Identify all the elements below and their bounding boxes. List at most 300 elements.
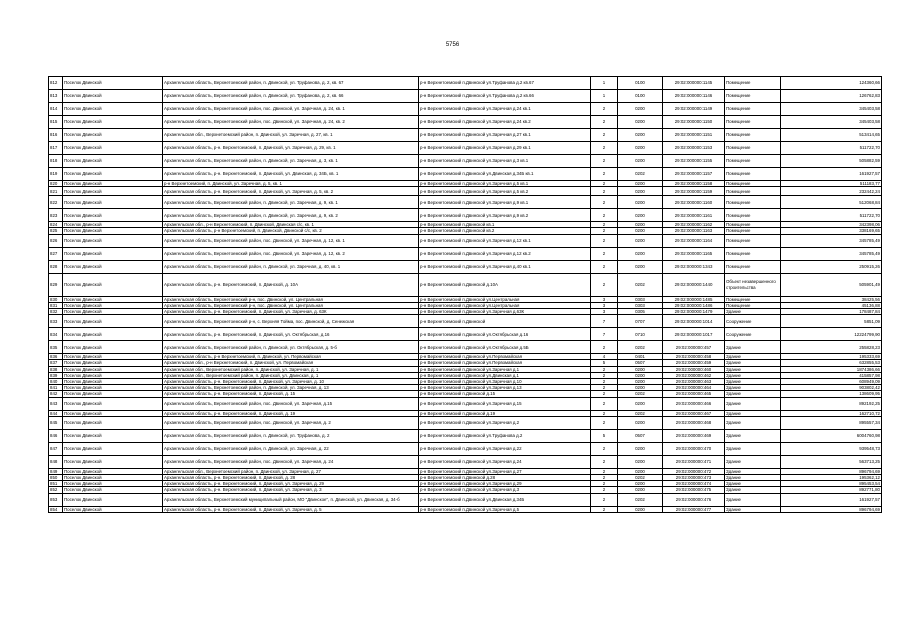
cell-object-type: Помещение (725, 234, 781, 247)
cell-row-number: 830 (49, 296, 63, 302)
cell-subgroup-code: 0200 (618, 442, 663, 455)
cell-cadastral-number: 29:02:000000:1014 (663, 315, 725, 328)
cell-full-address: Архангельская область, р-н. Верхнетоемский, п. Двинской, ул. Заречная, д. 29 (163, 481, 419, 487)
cell-cadastral-value: 5851,09 (781, 315, 882, 328)
cell-full-address: Архангельская область, р-н Верхнетоемский, п. Двинской, ул. Первомайская (163, 354, 419, 360)
cell-cadastral-number: 29:02:000000:1165 (663, 247, 725, 260)
cell-object-type: Здание (725, 506, 781, 512)
cell-locality: Поселок Двинской (63, 296, 163, 302)
cell-object-type: Здание (725, 354, 781, 360)
cell-object-type: Помещение (725, 155, 781, 168)
cell-cadastral-value: 250915,26 (781, 260, 882, 273)
cell-cadastral-number: 29:02:000000:468 (663, 416, 725, 429)
cell-object-type: Помещение (725, 129, 781, 142)
cell-locality: Поселок Двинской (63, 354, 163, 360)
cell-group-code: 2 (591, 481, 618, 487)
cell-locality: Поселок Двинской (63, 385, 163, 391)
cell-locality: Поселок Двинской (63, 391, 163, 397)
cell-short-address: р-н Верхнетоемский п.Двинской ул.Заречная д.1 (419, 366, 591, 372)
cell-cadastral-number: 29:02:000000:1155 (663, 155, 725, 168)
cell-short-address: р-н Верхнетоемский п.Двинской ул.Труфанова д.2 кв.67 (419, 77, 591, 90)
cell-locality: Поселок Двинской (63, 187, 163, 196)
cell-cadastral-number: 29:02:000000:1479 (663, 309, 725, 315)
cell-row-number: 831 (49, 302, 63, 308)
cell-row-number: 819 (49, 168, 63, 181)
cell-object-type: Здание (725, 455, 781, 468)
cell-cadastral-number: 29:02:000000:1162 (663, 222, 725, 228)
cell-locality: Поселок Двинской (63, 142, 163, 155)
cell-row-number: 844 (49, 410, 63, 416)
cell-locality: Поселок Двинской (63, 209, 163, 222)
cell-subgroup-code: 0200 (618, 372, 663, 378)
table-row (49, 155, 882, 168)
cell-cadastral-value: 161927,57 (781, 168, 882, 181)
cell-object-type: Здание (725, 397, 781, 410)
cell-cadastral-value: 895453,54 (781, 481, 882, 487)
cell-object-type: Здание (725, 360, 781, 366)
cell-cadastral-value: 161927,57 (781, 493, 882, 506)
cell-object-type: Здание (725, 442, 781, 455)
cell-row-number: 834 (49, 328, 63, 341)
cell-group-code: 2 (591, 142, 618, 155)
cell-subgroup-code: 0200 (618, 481, 663, 487)
cell-short-address: р-н Верхнетоемский п.Двинской ул.Заречная д.12 кв.1 (419, 234, 591, 247)
cell-short-address: р-н Верхнетоемский п.Двинской ул.Заречная д.2 (419, 416, 591, 429)
cell-cadastral-number: 29:02:000000:477 (663, 506, 725, 512)
cell-short-address: р-н Верхнетоемский п.Двинской ул.Заречная д.5 кв.1 (419, 181, 591, 187)
cell-locality: Поселок Двинской (63, 129, 163, 142)
cell-object-type: Здание (725, 475, 781, 481)
cell-subgroup-code: 0200 (618, 187, 663, 196)
cell-cadastral-number: 29:02:000000:462 (663, 372, 725, 378)
cell-cadastral-number: 29:02:000000:463 (663, 379, 725, 385)
cell-locality: Поселок Двинской (63, 429, 163, 442)
cell-group-code: 2 (591, 155, 618, 168)
cell-locality: Поселок Двинской (63, 493, 163, 506)
cell-object-type: Помещение (725, 77, 781, 90)
cell-cadastral-number: 29:02:000000:475 (663, 487, 725, 493)
table-row (49, 493, 882, 506)
cell-short-address: р-н Верхнетоемский п.Двинской кв.1 (419, 222, 591, 228)
cell-object-type: Помещение (725, 181, 781, 187)
cell-row-number: 824 (49, 222, 63, 228)
cell-subgroup-code: 0202 (618, 273, 663, 296)
table-row (49, 416, 882, 429)
cell-locality: Поселок Двинской (63, 90, 163, 103)
cell-subgroup-code: 0707 (618, 315, 663, 328)
cell-object-type: Здание (725, 309, 781, 315)
cell-row-number: 841 (49, 385, 63, 391)
cell-row-number: 832 (49, 309, 63, 315)
cell-object-type: Здание (725, 493, 781, 506)
cell-group-code: 2 (591, 103, 618, 116)
cell-locality: Поселок Двинской (63, 228, 163, 234)
cell-full-address: Архангельская область, Верхнетоемский район, п. Двинской, ул. Заречная, д. 40, кв. 1 (163, 260, 419, 273)
cell-row-number: 850 (49, 475, 63, 481)
cell-row-number: 817 (49, 142, 63, 155)
cell-short-address: р-н Верхнетоемский п.Двинской ул.Заречная д.9 кв.1 (419, 196, 591, 209)
cell-short-address: р-н Верхнетоемский п.Двинской ул.Заречная д.5 (419, 506, 591, 512)
cell-row-number: 843 (49, 397, 63, 410)
cell-full-address: Архангельская обл., Верхнетоемский район, п. Двинской, ул. Двинская, д. 1 (163, 372, 419, 378)
cell-subgroup-code: 0200 (618, 247, 663, 260)
cell-locality: Поселок Двинской (63, 506, 163, 512)
property-registry-table (48, 76, 882, 513)
cell-row-number: 838 (49, 366, 63, 372)
cell-cadastral-number: 29:02:000000:1164 (663, 234, 725, 247)
cell-cadastral-number: 29:02:000000:457 (663, 341, 725, 354)
cell-object-type: Сооружение (725, 328, 781, 341)
cell-subgroup-code: 0200 (618, 397, 663, 410)
cell-row-number: 848 (49, 455, 63, 468)
cell-object-type: Помещение (725, 228, 781, 234)
cell-full-address: Архангельская область, Верхнетоемский район, пос. Двинской, ул. Заречная, д. 2 (163, 416, 419, 429)
cell-row-number: 814 (49, 103, 63, 116)
table-row (49, 90, 882, 103)
cell-cadastral-value: 124360,66 (781, 77, 882, 90)
cell-full-address: Архангельская область, р-н. Верхнетоемский, п. Двинской, ул. Заречная, д. 10 (163, 379, 419, 385)
cell-short-address: р-н Верхнетоемский п.Двинской кв.2 (419, 228, 591, 234)
cell-cadastral-value: 38425,56 (781, 296, 882, 302)
cell-short-address: р-н Верхнетоемский п.Двинской ул.Заречная д.13 (419, 385, 591, 391)
cell-full-address: р-н Верхнетоемский, п. Двинской, ул. Заречная, д. 5, кв. 1 (163, 181, 419, 187)
cell-cadastral-number: 29:02:000000:1486 (663, 302, 725, 308)
cell-subgroup-code: 0200 (618, 506, 663, 512)
cell-group-code: 2 (591, 209, 618, 222)
cell-full-address: Архангельская область, Верхнетоемский р-н, пос. Двинской, ул. Центральная (163, 296, 419, 302)
cell-cadastral-value: 126762,83 (781, 90, 882, 103)
cell-object-type: Здание (725, 341, 781, 354)
cell-cadastral-value: 345403,58 (781, 103, 882, 116)
cell-short-address: р-н Верхнетоемский п.Двинской ул.Октябрьская д.16 (419, 328, 591, 341)
cell-full-address: Архангельская обл., р-н Верхнетоемский, п. Двинской, Двинская с/с, кв. 1 (163, 222, 419, 228)
cell-locality: Поселок Двинской (63, 116, 163, 129)
cell-row-number: 851 (49, 481, 63, 487)
cell-group-code: 7 (591, 315, 618, 328)
cell-locality: Поселок Двинской (63, 155, 163, 168)
cell-full-address: Архангельская область, Верхнетоемский муниципальный район, МО "Двинское", п. Двинской, ул. Двинская, д. 34-б (163, 493, 419, 506)
cell-object-type: Помещение (725, 187, 781, 196)
cell-short-address: р-н Верхнетоемский п.Двинской ул.Заречная д.5 кв.2 (419, 187, 591, 196)
cell-row-number: 836 (49, 354, 63, 360)
cell-short-address: р-н Верхнетоемский п.Двинской ул.Двинская д.34Б кв.1 (419, 168, 591, 181)
cell-object-type: Здание (725, 481, 781, 487)
cell-full-address: Архангельская область, р-н. Верхнетоемский, п. Двинской, ул. Заречная, д. 63К (163, 309, 419, 315)
cell-cadastral-number: 29:02:000000:1343 (663, 260, 725, 273)
cell-full-address: Архангельская область, Верхнетоемский район, п. Двинской, ул. Заречная, д. 22 (163, 442, 419, 455)
cell-locality: Поселок Двинской (63, 260, 163, 273)
cell-cadastral-number: 29:02:000000:473 (663, 475, 725, 481)
table-row (49, 328, 882, 341)
cell-cadastral-value: 338169,65 (781, 228, 882, 234)
cell-full-address: Архангельская обл., р-н Верхнетоемский, п. Двинской, ул. Первомайская (163, 360, 419, 366)
cell-object-type: Сооружение (725, 315, 781, 328)
cell-group-code: 5 (591, 360, 618, 366)
cell-subgroup-code: 0200 (618, 103, 663, 116)
cell-object-type: Здание (725, 391, 781, 397)
cell-object-type: Помещение (725, 168, 781, 181)
cell-cadastral-number: 29:02:000000:1149 (663, 103, 725, 116)
cell-cadastral-value: 512068,84 (781, 196, 882, 209)
cell-cadastral-value: 195333,69 (781, 354, 882, 360)
table-row (49, 116, 882, 129)
cell-row-number: 833 (49, 315, 63, 328)
cell-group-code: 2 (591, 341, 618, 354)
table-row (49, 429, 882, 442)
cell-full-address: Архангельская область, Верхнетоемский район, пос. Двинской, ул. Заречная, д. 24, кв. 2 (163, 116, 419, 129)
cell-object-type: Объект незавершенного строительства (725, 273, 781, 296)
cell-group-code: 7 (591, 328, 618, 341)
table-row (49, 196, 882, 209)
cell-short-address: р-н Верхнетоемский п.Двинской ул.Заречная д.24 кв.1 (419, 103, 591, 116)
cell-group-code: 2 (591, 372, 618, 378)
cell-group-code: 2 (591, 181, 618, 187)
table-row (49, 234, 882, 247)
cell-row-number: 825 (49, 228, 63, 234)
cell-group-code: 2 (591, 234, 618, 247)
cell-object-type: Помещение (725, 302, 781, 308)
table-row (49, 397, 882, 410)
cell-cadastral-number: 29:02:000000:465 (663, 391, 725, 397)
cell-subgroup-code: 0202 (618, 341, 663, 354)
cell-subgroup-code: 0303 (618, 302, 663, 308)
cell-subgroup-code: 0200 (618, 379, 663, 385)
cell-full-address: Архангельская область, р-н. Верхнетоемский, п. Двинской, ул. Заречная, д. 5 (163, 506, 419, 512)
cell-short-address: р-н Верхнетоемский п.Двинской ул.Заречная д.27 кв.1 (419, 129, 591, 142)
cell-group-code: 2 (591, 116, 618, 129)
table-row (49, 129, 882, 142)
cell-full-address: Архангельская область, Верхнетоемский район, пос. Двинской, ул. Заречная, д.15 (163, 397, 419, 410)
cell-cadastral-number: 29:02:000000:1150 (663, 116, 725, 129)
cell-cadastral-number: 29:02:000000:458 (663, 354, 725, 360)
cell-full-address: Архангельская область, р-н. Верхнетоемский, п. Двинской, д. 10А (163, 273, 419, 296)
cell-cadastral-number: 29:02:000000:1159 (663, 187, 725, 196)
cell-row-number: 818 (49, 155, 63, 168)
cell-locality: Поселок Двинской (63, 247, 163, 260)
cell-row-number: 826 (49, 234, 63, 247)
table-row (49, 187, 882, 196)
cell-locality: Поселок Двинской (63, 487, 163, 493)
cell-row-number: 854 (49, 506, 63, 512)
cell-full-address: Архангельская область, Верхнетоемский район, п. Двинской, ул. Труфанова, д. 2, кв. 66 (163, 90, 419, 103)
cell-locality: Поселок Двинской (63, 416, 163, 429)
cell-short-address: р-н Верхнетоемский п.Двинской д.28 (419, 475, 591, 481)
cell-row-number: 847 (49, 442, 63, 455)
cell-full-address: Архангельская область, Верхнетоемский район, п. Двинской, ул. Заречная, д. 9, кв. 2 (163, 209, 419, 222)
cell-cadastral-number: 29:02:000000:1017 (663, 328, 725, 341)
cell-cadastral-value: 195362,12 (781, 475, 882, 481)
cell-full-address: Архангельская обл., Верхнетоемский район, п. Двинской, ул. Заречная, д. 27 (163, 468, 419, 474)
cell-cadastral-value: 178487,84 (781, 309, 882, 315)
cell-cadastral-value: 511722,70 (781, 209, 882, 222)
cell-cadastral-value: 255828,23 (781, 341, 882, 354)
cell-full-address: Архангельская область, р-н. Верхнетоемский, п. Двинской, ул. Заречная, д. 29, кв. 1 (163, 142, 419, 155)
table-row (49, 506, 882, 512)
cell-short-address: р-н Верхнетоемский п.Двинской д.19 (419, 410, 591, 416)
table-row (49, 273, 882, 296)
cell-object-type: Помещение (725, 196, 781, 209)
cell-full-address: Архангельская область, Верхнетоемский район, пос. Двинской, ул. Заречная, д. 24, кв. 1 (163, 103, 419, 116)
cell-locality: Поселок Двинской (63, 410, 163, 416)
cell-cadastral-value: 45136,88 (781, 302, 882, 308)
cell-subgroup-code: 0200 (618, 155, 663, 168)
cell-subgroup-code: 0710 (618, 328, 663, 341)
cell-group-code: 2 (591, 247, 618, 260)
cell-cadastral-number: 29:02:000000:464 (663, 385, 725, 391)
page-number: 5756 (445, 42, 460, 48)
cell-cadastral-number: 29:02:000000:472 (663, 468, 725, 474)
cell-subgroup-code: 0200 (618, 455, 663, 468)
cell-group-code: 2 (591, 187, 618, 196)
table-row (49, 103, 882, 116)
cell-short-address: р-н Верхнетоемский п.Двинской ул.Первомайская (419, 354, 591, 360)
cell-row-number: 816 (49, 129, 63, 142)
cell-group-code: 2 (591, 493, 618, 506)
cell-locality: Поселок Двинской (63, 455, 163, 468)
cell-cadastral-value: 939548,73 (781, 442, 882, 455)
cell-short-address: р-н Верхнетоемский п.Двинской ул.Заречная д.29 кв.1 (419, 142, 591, 155)
cell-short-address: р-н Верхнетоемский п.Двинской ул.Заречная д.40 кв.1 (419, 260, 591, 273)
cell-cadastral-number: 29:02:000000:476 (663, 493, 725, 506)
cell-locality: Поселок Двинской (63, 222, 163, 228)
table-row (49, 455, 882, 468)
cell-row-number: 815 (49, 116, 63, 129)
cell-subgroup-code: 0200 (618, 487, 663, 493)
cell-object-type: Здание (725, 468, 781, 474)
cell-row-number: 846 (49, 429, 63, 442)
cell-full-address: Архангельская область, Верхнетоемский район, п. Двинской, ул. Октябрьская, д. 5-б (163, 341, 419, 354)
cell-full-address: Архангельская область, Верхнетоемский район, п. Двинской, ул. Труфанова, д. 2, кв. 67 (163, 77, 419, 90)
cell-cadastral-value: 232442,24 (781, 187, 882, 196)
cell-group-code: 2 (591, 273, 618, 296)
cell-subgroup-code: 0200 (618, 468, 663, 474)
table-row (49, 341, 882, 354)
table-row (49, 260, 882, 273)
cell-cadastral-number: 29:02:000000:1485 (663, 296, 725, 302)
cell-full-address: Архангельская область, Верхнетоемский район, пос. Двинской, ул. Заречная, д. 24 (163, 455, 419, 468)
cell-subgroup-code: 0100 (618, 90, 663, 103)
cell-full-address: Архангельская область, Верхнетоемский район, п. Двинской, ул. Заречная, д. 13 (163, 385, 419, 391)
cell-locality: Поселок Двинской (63, 481, 163, 487)
cell-cadastral-value: 345785,49 (781, 234, 882, 247)
cell-short-address: р-н Верхнетоемский п.Двинской ул.Заречная д.3 (419, 487, 591, 493)
cell-row-number: 835 (49, 341, 63, 354)
cell-row-number: 839 (49, 372, 63, 378)
cell-subgroup-code: 0200 (618, 260, 663, 273)
cell-short-address: р-н Верхнетоемский п.Двинской (419, 315, 591, 328)
cell-subgroup-code: 0100 (618, 77, 663, 90)
cell-full-address: Архангельская область, р-н. Верхнетоемский, п. Двинской, д. 28 (163, 475, 419, 481)
cell-object-type: Здание (725, 366, 781, 372)
cell-cadastral-number: 29:02:000000:469 (663, 429, 725, 442)
cell-subgroup-code: 0507 (618, 429, 663, 442)
cell-row-number: 837 (49, 360, 63, 366)
cell-locality: Поселок Двинской (63, 181, 163, 187)
cell-cadastral-number: 29:02:000000:470 (663, 442, 725, 455)
cell-subgroup-code: 0303 (618, 296, 663, 302)
cell-full-address: Архангельская область, Верхнетоемский район, пос. Двинской, ул. Заречная, д. 12, кв. 1 (163, 234, 419, 247)
cell-group-code: 2 (591, 397, 618, 410)
cell-subgroup-code: 0200 (618, 196, 663, 209)
cell-cadastral-number: 29:02:000000:1146 (663, 90, 725, 103)
cell-object-type: Помещение (725, 116, 781, 129)
cell-group-code: 2 (591, 468, 618, 474)
cell-cadastral-number: 29:02:000000:459 (663, 360, 725, 366)
cell-short-address: р-н Верхнетоемский п.Двинской ул.Октябрьская д.5Б (419, 341, 591, 354)
table-row (49, 315, 882, 328)
table-row (49, 209, 882, 222)
cell-short-address: р-н Верхнетоемский п.Двинской ул.Заречная д.24 (419, 455, 591, 468)
cell-short-address: р-н Верхнетоемский п.Двинской ул.Заречная д.29 (419, 481, 591, 487)
cell-group-code: 3 (591, 302, 618, 308)
cell-subgroup-code: 0202 (618, 410, 663, 416)
cell-cadastral-value: 511722,70 (781, 142, 882, 155)
cell-row-number: 842 (49, 391, 63, 397)
cell-locality: Поселок Двинской (63, 475, 163, 481)
cell-group-code: 4 (591, 354, 618, 360)
cell-full-address: Архангельская область, Верхнетоемский район, п. Двинской, ул. Заречная, д. 3, кв. 1 (163, 155, 419, 168)
cell-subgroup-code: 0202 (618, 391, 663, 397)
cell-locality: Поселок Двинской (63, 379, 163, 385)
cell-short-address: р-н Верхнетоемский п.Двинской ул.Заречная д.24 кв.2 (419, 116, 591, 129)
table-row (49, 77, 882, 90)
cell-subgroup-code: 0200 (618, 416, 663, 429)
cell-row-number: 821 (49, 187, 63, 196)
cell-object-type: Помещение (725, 222, 781, 228)
cell-group-code: 2 (591, 487, 618, 493)
cell-cadastral-number: 29:02:000000:1158 (663, 181, 725, 187)
cell-row-number: 812 (49, 77, 63, 90)
cell-locality: Поселок Двинской (63, 341, 163, 354)
cell-group-code: 1 (591, 90, 618, 103)
cell-short-address: р-н Верхнетоемский п.Двинской ул.Труфанова д.2 кв.66 (419, 90, 591, 103)
cell-cadastral-value: 896794,69 (781, 506, 882, 512)
cell-full-address: Архангельская область, Верхнетоемский р-н, с. Верхняя Тойма, пос. Двинской, д. Сенежская (163, 315, 419, 328)
cell-short-address: р-н Верхнетоемский п.Двинской ул.Заречная д.10 (419, 379, 591, 385)
cell-cadastral-number: 29:02:000000:1151 (663, 129, 725, 142)
cell-cadastral-value: 138609,95 (781, 391, 882, 397)
cell-subgroup-code: 0507 (618, 360, 663, 366)
table-row (49, 442, 882, 455)
cell-short-address: р-н Верхнетоемский п.Двинской ул.Двинская д.1 (419, 372, 591, 378)
cell-short-address: р-н Верхнетоемский п.Двинской ул.Заречная д.12 кв.2 (419, 247, 591, 260)
cell-cadastral-value: 892192,25 (781, 397, 882, 410)
cell-subgroup-code: 0200 (618, 222, 663, 228)
cell-object-type: Помещение (725, 260, 781, 273)
cell-locality: Поселок Двинской (63, 302, 163, 308)
cell-cadastral-value: 896794,69 (781, 468, 882, 474)
cell-cadastral-number: 29:02:000000:1440 (663, 273, 725, 296)
cell-full-address: Архангельская область, Верхнетоемский р-н, пос. Двинской, ул. Центральная (163, 302, 419, 308)
cell-group-code: 2 (591, 455, 618, 468)
cell-row-number: 853 (49, 493, 63, 506)
cell-short-address: р-н Верхнетоемский п.Двинской ул.Заречная д.15 (419, 397, 591, 410)
cell-object-type: Помещение (725, 142, 781, 155)
cell-group-code: 3 (591, 296, 618, 302)
cell-subgroup-code: 0200 (618, 366, 663, 372)
cell-cadastral-value: 563713,25 (781, 455, 882, 468)
cell-row-number: 829 (49, 273, 63, 296)
cell-row-number: 852 (49, 487, 63, 493)
cell-full-address: Архангельская область, р-н. Верхнетоемский, п. Двинской, ул. Двинская, д. 34Б, кв. 1 (163, 168, 419, 181)
cell-cadastral-value: 162710,72 (781, 410, 882, 416)
cell-short-address: р-н Верхнетоемский п.Двинской ул.Заречная д.22 (419, 442, 591, 455)
cell-cadastral-number: 29:02:000000:1153 (663, 142, 725, 155)
cell-object-type: Помещение (725, 90, 781, 103)
cell-row-number: 828 (49, 260, 63, 273)
cell-group-code: 2 (591, 391, 618, 397)
cell-group-code: 2 (591, 442, 618, 455)
